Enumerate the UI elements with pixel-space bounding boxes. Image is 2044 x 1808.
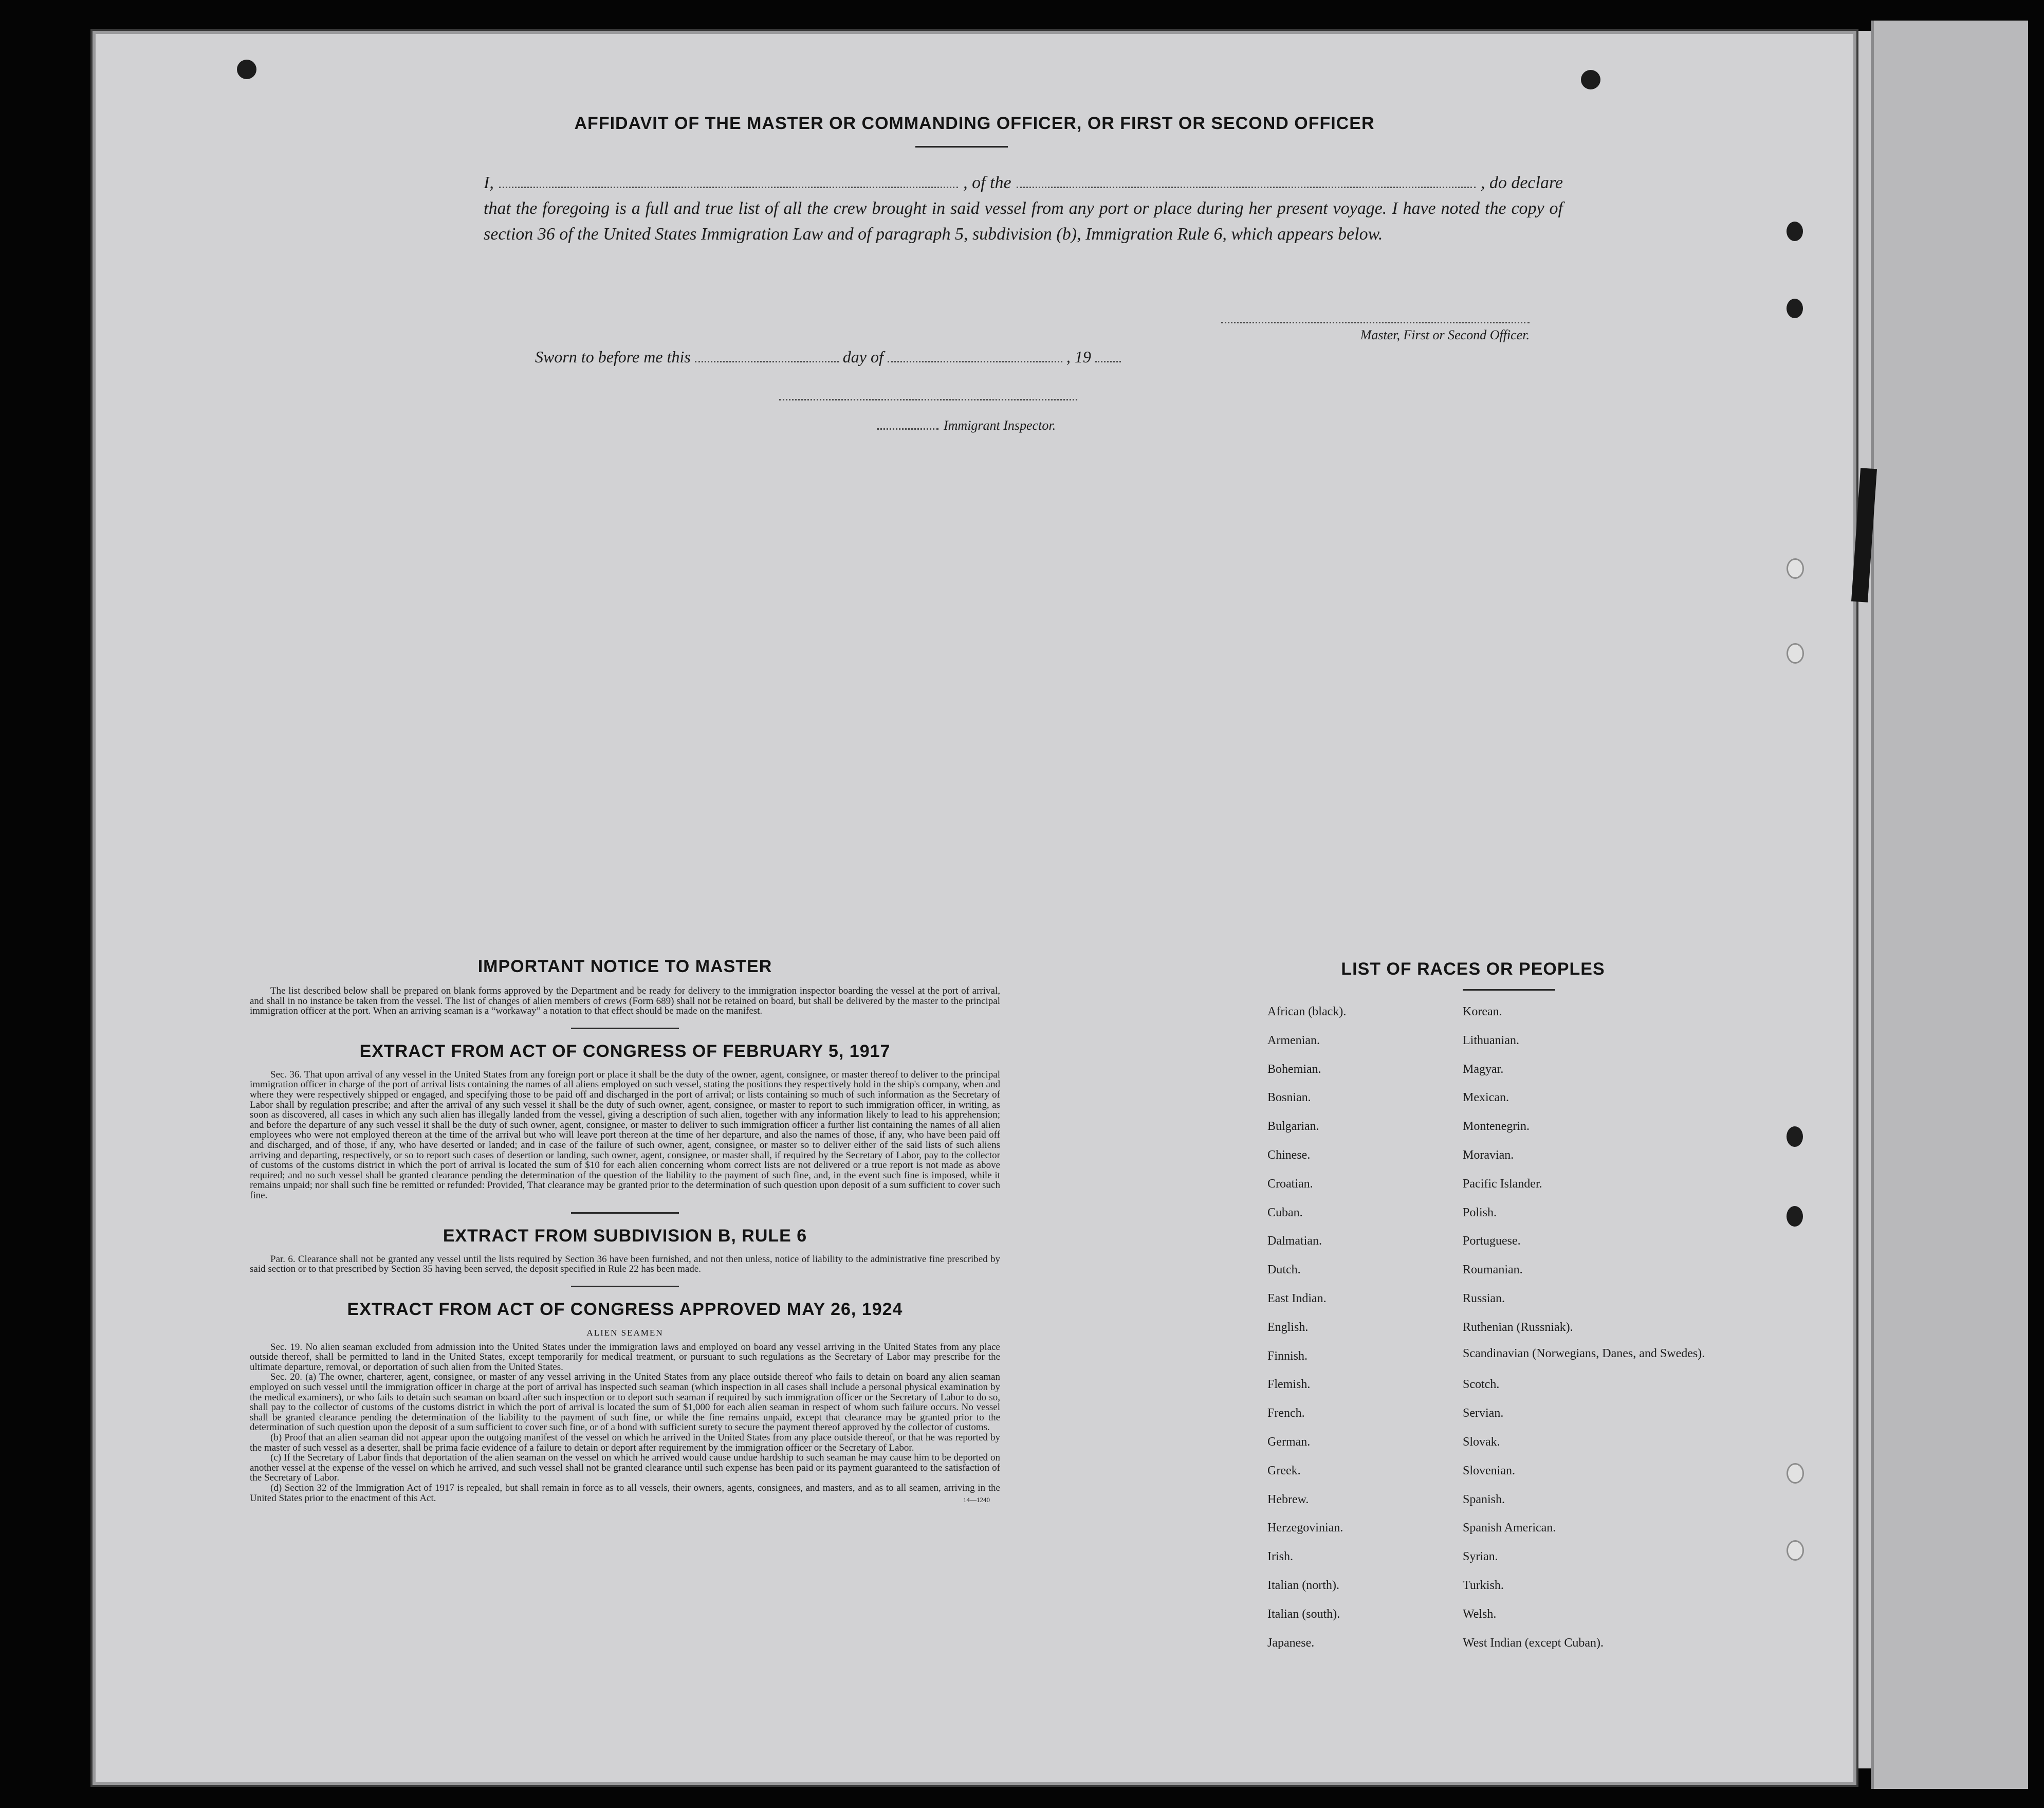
race-item: Dalmatian. — [1267, 1234, 1322, 1248]
sworn-month-field[interactable] — [888, 351, 1062, 362]
punch-hole — [1787, 222, 1803, 241]
punch-hole — [1787, 1540, 1804, 1561]
race-item: Syrian. — [1463, 1550, 1498, 1564]
race-item: Chinese. — [1267, 1148, 1311, 1162]
manifest-page — [93, 31, 1856, 1785]
sworn-year-field[interactable] — [1095, 351, 1121, 362]
race-item: Servian. — [1463, 1407, 1504, 1420]
rule-6-text: Par. 6. Clearance shall not be granted any vessel until the lists required by Section 36 have been furnished, and not then unless, notice of liability to the administrative fine prescribed by said section or to that prescribed by Section 35 having been served, the deposit specified in Rule 22 has been made. — [250, 1253, 1000, 1275]
affidavit-title: AFFIDAVIT OF THE MASTER OR COMMANDING OFFICER, OR FIRST OR SECOND OFFICER — [574, 114, 1375, 133]
races-heading: LIST OF RACES OR PEOPLES — [1341, 959, 1605, 979]
alien-seamen-subheading: ALIEN SEAMEN — [586, 1327, 664, 1338]
punch-hole — [1581, 70, 1600, 89]
inspector-dots — [877, 428, 938, 430]
race-item: Korean. — [1463, 1005, 1502, 1018]
punch-hole — [1787, 643, 1804, 664]
declaration — [484, 170, 1563, 247]
act-1917-text: Sec. 36. That upon arrival of any vessel in the United States from any foreign port or place it shall be the duty of the owner, agent, consignee, or master thereof to deliver to the principal immigration officer in charge of the port of arrival lists containing the names of all aliens employed on such vessel, stating the positions they respectively hold in the ship's company, when and where they were respectively shipped or engaged, and specifying those to be paid off and discharged in the port of arrival; or lists containing so much of such information as the Secretary of Labor shall by regulation prescribe; and after the arrival of any such vessel it shall be the duty of such owner, agent, consignee, or master to report to such immigration officer, in writing, as soon as discovered, all cases in which any such alien has illegally landed from the vessel, giving a description of such alien, together with any information likely to lead to his apprehension; and before the departure of any such vessel it shall be the duty of such owner, agent, consignee, or master to deliver to such immigration officer a further list containing the names of all alien employees who were not employed thereon at the time of the arrival but who will leave port thereon at the time of her departure, and also the names of those, if any, who have been paid off and discharged, and of those, if any, who have deserted or landed; and in case of the failure of such owner, agent, consignee, or master so to deliver either of the said lists of such aliens arriving and departing, respectively, or so to report such cases of desertion or landing, such owner, agent, consignee, or master shall, if required by the Secretary of Labor, pay to the collector of customs of the customs district in which the port of arrival is located the sum of $10 for each alien concerning whom correct lists are not delivered or a true report is not made as above required; and no such vessel shall be granted clearance pending the determination of the question of the liability to the payment of such fine, and, in the event such fine is imposed, while it remains unpaid; nor shall such fine be remitted or refunded: Provided, That clearance may be granted prior to the determination of such question upon deposit of a sum sufficient to cover such fine. — [250, 1069, 1000, 1201]
race-item: Montenegrin. — [1463, 1120, 1530, 1134]
act-1924-paragraph: Sec. 20. (a) The owner, charterer, agent, consignee, or master of any vessel arriving in the United States from any place outside thereof who fails to detain on board any alien seaman employed on such vessel until the immigration officer in charge at the port of arrival has inspected such seaman (which inspection in all cases shall include a personal physical examination by the medical examiners), or who fails to detain such seaman on board after such inspection or to deport such seaman if required by such immigration officer or the Secretary of Labor to do so, shall pay to the collector of customs of the customs district in which the port of arrival is located the sum of $1,000 for each alien seaman in respect of whom such failure occurs. No vessel shall be granted clearance pending the determination of the liability to the payment of such fine, or while the fine remains unpaid, except that clearance may be granted prior to the determination of such question upon the deposit of a sum sufficient to cover such fine, or of a bond with sufficient surety to secure the payment thereof approved by the collector of customs. — [250, 1372, 1000, 1433]
notices-column — [250, 957, 1000, 1504]
inspector-label: Immigrant Inspector. — [944, 418, 1056, 433]
race-item: Bosnian. — [1267, 1091, 1311, 1105]
rule-6-heading: EXTRACT FROM SUBDIVISION B, RULE 6 — [443, 1226, 807, 1246]
race-item: Hebrew. — [1267, 1492, 1309, 1506]
day-of-label: day of — [842, 348, 883, 366]
race-item: Spanish American. — [1463, 1521, 1556, 1535]
act-1917-heading: EXTRACT FROM ACT OF CONGRESS OF FEBRUARY 5, 1917 — [359, 1041, 891, 1061]
race-item: Turkish. — [1463, 1578, 1504, 1592]
inspector-signature-line[interactable] — [779, 399, 1077, 400]
races-rule — [1463, 989, 1555, 991]
act-1924-paragraph: (c) If the Secretary of Labor finds that deportation of the alien seaman on the vessel on which he arrived would cause undue hardship to such seaman he may cause him to be deported on another vessel at the expense of the vessel on which he arrived, and such vessel shall not be granted clearance until such expense has been paid or its payment guaranteed to the satisfaction of the Secretary of Labor. — [250, 1452, 1000, 1484]
punch-hole — [1787, 1206, 1803, 1227]
race-item: African (black). — [1267, 1005, 1347, 1018]
race-item: Welsh. — [1463, 1607, 1497, 1621]
race-item: Roumanian. — [1463, 1263, 1523, 1277]
race-item: Bohemian. — [1267, 1062, 1321, 1076]
sworn-label: Sworn to before me this — [535, 348, 691, 366]
signature-label: Master, First or Second Officer. — [1360, 327, 1530, 342]
race-item: Slovenian. — [1463, 1464, 1515, 1477]
form-number: 14—1240 — [963, 1496, 990, 1504]
race-item: Bulgarian. — [1267, 1120, 1319, 1134]
race-item: Pacific Islander. — [1463, 1177, 1542, 1191]
race-item: Polish. — [1463, 1206, 1497, 1219]
notice-text: The list described below shall be prepared on blank forms approved by the Department and be ready for delivery to the immigration inspector boarding the vessel at the port of arrival, and shall in no instance be taken from the vessel. The list of changes of alien members of crews (Form 689) shall not be retained on board, but shall be delivered by the master to the principal immigration officer at the port. When an arriving seaman is a “workaway” a notation to that effect should be made on the manifest. — [250, 985, 1000, 1017]
race-item: West Indian (except Cuban). — [1463, 1636, 1604, 1650]
race-item: Mexican. — [1463, 1091, 1509, 1105]
race-item: English. — [1267, 1320, 1309, 1334]
race-item: Greek. — [1267, 1464, 1301, 1477]
race-item: Irish. — [1267, 1550, 1293, 1564]
year-label: , 19 — [1066, 348, 1091, 366]
race-item: Russian. — [1463, 1291, 1505, 1305]
race-item: Scandinavian (Norwegians, Danes, and Swedes). — [1463, 1346, 1705, 1360]
act-1924-paragraph: (b) Proof that an alien seaman did not appear upon the outgoing manifest of the vessel on which he arrived in the United States from any place outside thereof, or that he was reported by the master of such vessel as a deserter, shall be prima facie evidence of a failure to detain or deport after requirement by the immigration officer or the Secretary of Labor. — [250, 1432, 1000, 1453]
punch-hole — [1787, 558, 1804, 579]
race-item: Flemish. — [1267, 1378, 1311, 1392]
race-item: Cuban. — [1267, 1206, 1303, 1219]
races-column-2 — [1463, 1003, 1705, 1663]
race-item: Croatian. — [1267, 1177, 1313, 1191]
race-item: Scotch. — [1463, 1378, 1500, 1392]
races-list — [1267, 1003, 1705, 1663]
declaration-first-line — [484, 170, 1563, 196]
separator — [571, 1028, 679, 1029]
race-item: Herzegovinian. — [1267, 1521, 1343, 1535]
signature-line[interactable] — [1221, 322, 1530, 323]
sworn-line — [535, 348, 1125, 367]
races-column-1 — [1267, 1003, 1463, 1663]
act-1924-paragraph: (d) Section 32 of the Immigration Act of 1917 is repealed, but shall remain in force as to all vessels, their owners, agents, consignees, and masters, and as to all seamen, arriving in the United States prior to the enactment of this Act. — [250, 1483, 1000, 1504]
signature-block — [1221, 322, 1530, 343]
race-item: East Indian. — [1267, 1291, 1327, 1305]
separator — [571, 1286, 679, 1287]
race-item: Italian (south). — [1267, 1607, 1340, 1621]
of-the-label: , of the — [963, 173, 1011, 192]
act-1924-paragraph: Sec. 19. No alien seaman excluded from admission into the United States under the immigration laws and employed on board any vessel arriving in the United States from any place outside thereof, shall be permitted to land in the United States, except temporarily for medical treatment, or pursuant to such regulations as the Secretary of Labor may prescribe for the ultimate departure, removal, or deportation of such alien from the United States. — [250, 1341, 1000, 1373]
race-item: Japanese. — [1267, 1636, 1315, 1650]
race-item: Lithuanian. — [1463, 1033, 1519, 1047]
inspector-block — [779, 399, 1077, 433]
act-1924-heading: EXTRACT FROM ACT OF CONGRESS APPROVED MAY 26, 1924 — [347, 1299, 903, 1319]
race-item: Slovak. — [1463, 1435, 1500, 1449]
race-item: Ruthenian (Russniak). — [1463, 1320, 1573, 1334]
i-label: I, — [484, 173, 494, 192]
punch-hole — [1787, 1463, 1804, 1484]
background-sheet-edge — [1871, 21, 2028, 1789]
sworn-day-field[interactable] — [695, 351, 839, 362]
punch-hole — [237, 60, 256, 79]
race-item: Magyar. — [1463, 1062, 1504, 1076]
declaration-body: that the foregoing is a full and true list of all the crew brought in said vessel from any port or place during her present voyage. I have noted the copy of section 36 of the United States Immigration Law and of paragraph 5, subdivision (b), Immigration Rule 6, which appears below. — [484, 199, 1563, 244]
race-item: Italian (north). — [1267, 1578, 1339, 1592]
vessel-field[interactable] — [1017, 174, 1476, 188]
separator — [571, 1212, 679, 1214]
race-item: German. — [1267, 1435, 1311, 1449]
notice-heading: IMPORTANT NOTICE TO MASTER — [477, 957, 772, 976]
do-declare-label: , do declare — [1480, 173, 1563, 192]
race-item: Finnish. — [1267, 1349, 1308, 1363]
race-item: French. — [1267, 1407, 1305, 1420]
race-item: Dutch. — [1267, 1263, 1301, 1277]
race-item: Portuguese. — [1463, 1234, 1521, 1248]
punch-hole — [1787, 1126, 1803, 1147]
title-rule — [915, 146, 1008, 148]
name-field[interactable] — [499, 174, 958, 188]
race-item: Moravian. — [1463, 1148, 1514, 1162]
race-item: Armenian. — [1267, 1033, 1320, 1047]
race-item: Spanish. — [1463, 1492, 1505, 1506]
punch-hole — [1787, 299, 1803, 318]
